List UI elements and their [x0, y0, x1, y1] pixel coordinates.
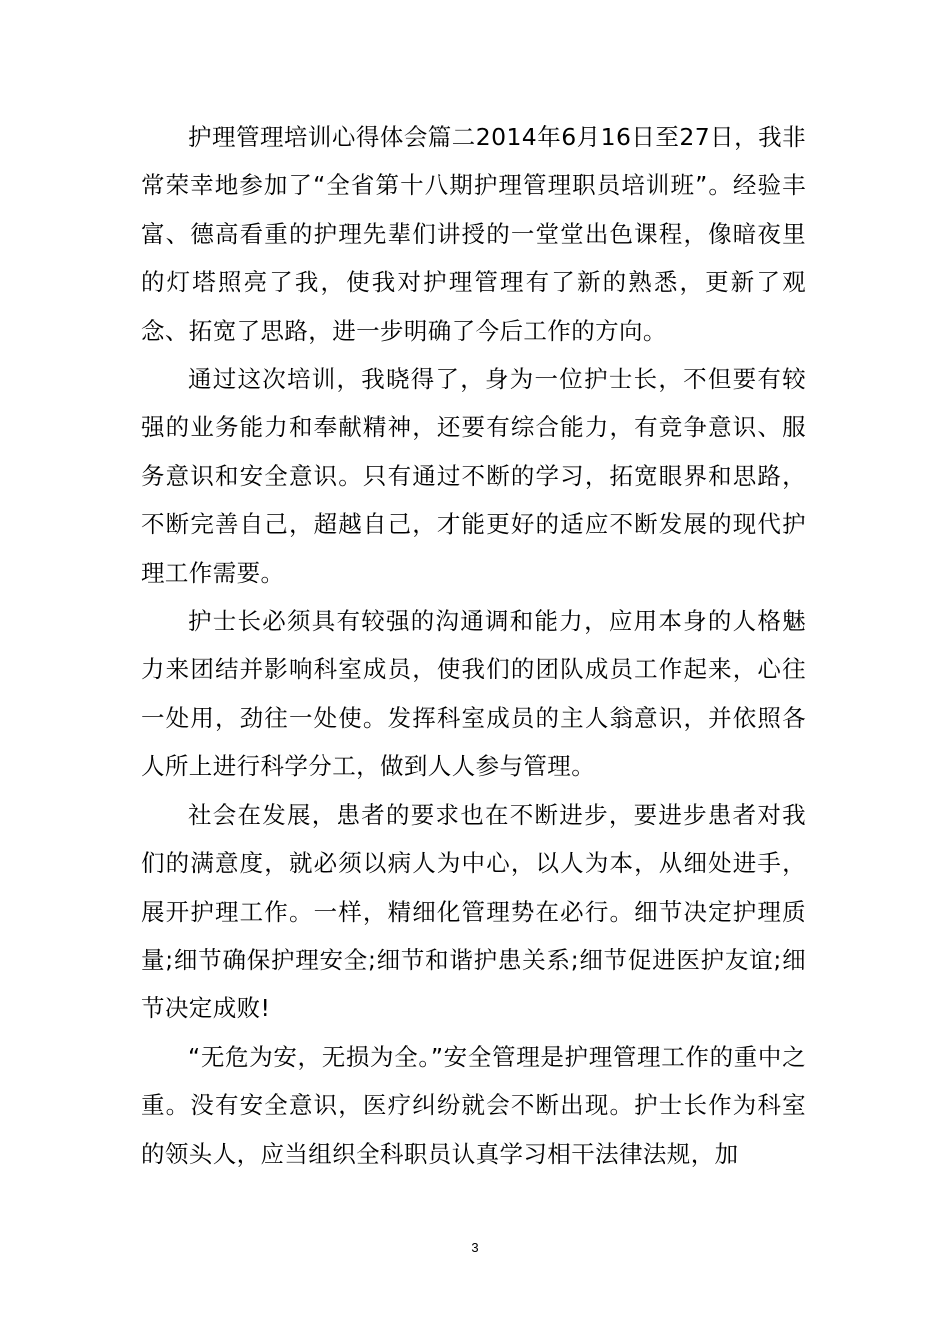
paragraph-4: 社会在发展，患者的要求也在不断进步，要进步患者对我们的满意度，就必须以病人为中心，以人为本，从细处进手，展开护理工作。一样，精细化管理势在必行。细节决定护理质量;细节确保护理安全;细节和谐护患关系;细节促进医护友谊;细节决定成败!	[141, 800, 806, 1023]
paragraph-2: 通过这次培训，我晓得了，身为一位护士长，不但要有较强的业务能力和奉献精神，还要有综合能力，有竞争意识、服务意识和安全意识。只有通过不断的学习，拓宽眼界和思路，不断完善自己，超越自己，才能更好的适应不断发展的现代护理工作需要。	[141, 365, 806, 587]
document-body	[141, 113, 806, 1178]
paragraph-1: 护理管理培训心得体会篇二2014年6月16日至27日，我非常荣幸地参加了“全省第十八期护理管理职员培训班”。经验丰富、德高看重的护理先辈们讲授的一堂堂出色课程，像暗夜里的灯塔照亮了我，使我对护理管理有了新的熟悉，更新了观念、拓宽了思路，进一步明确了今后工作的方向。	[141, 123, 806, 345]
paragraph-5: “无危为安，无损为全。”安全管理是护理管理工作的重中之重。没有安全意识，医疗纠纷就会不断出现。护士长作为科室的领头人，应当组织全科职员认真学习相干法律法规，加	[141, 1042, 806, 1168]
page-number: 3	[471, 1240, 479, 1255]
paragraph-3: 护士长必须具有较强的沟通调和能力，应用本身的人格魅力来团结并影响科室成员，使我们的团队成员工作起来，心往一处用，劲往一处使。发挥科室成员的主人翁意识，并依照各人所上进行科学分工，做到人人参与管理。	[141, 607, 806, 781]
